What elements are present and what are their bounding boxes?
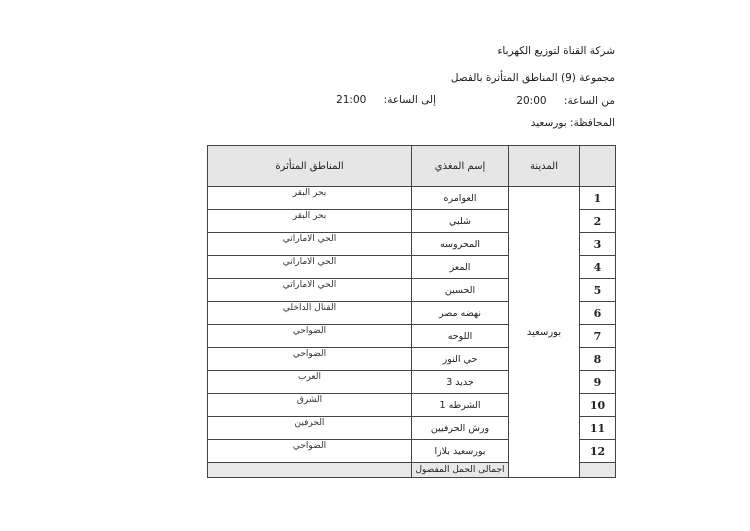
feeder-name: شلبي [412,210,509,233]
affected-area-cell [208,233,412,256]
feeder-name: الشرطه 1 [412,394,509,417]
row-number: 11 [580,417,616,440]
table-row [208,187,616,210]
total-num-cell [580,463,616,478]
feeder-name: بورسعيد بلازا [412,440,509,463]
affected-area-cell [208,210,412,233]
affected-areas-table [207,145,616,478]
governorate-value: بورسعيد [530,117,567,129]
affected-area-cell [208,325,412,348]
affected-area-cell [208,279,412,302]
affected-area: الحي الاماراتي [282,234,337,244]
row-number: 5 [580,279,616,302]
table-body [208,187,616,478]
affected-area-cell [208,394,412,417]
affected-area: الضواحي [292,441,327,451]
total-load-label: اجمالى الحمل المفصول [412,463,509,478]
header-num [580,146,616,187]
row-number: 9 [580,371,616,394]
affected-area-cell [208,348,412,371]
to-label: إلى الساعة: [383,94,436,106]
feeder-name: جديد 3 [412,371,509,394]
row-number: 10 [580,394,616,417]
row-number: 3 [580,233,616,256]
affected-area-cell [208,256,412,279]
governorate-label: المحافظة: [570,117,615,129]
feeder-name: المحروسه [412,233,509,256]
feeder-name: العوامره [412,187,509,210]
to-time-line [336,94,436,106]
from-time-line [516,95,615,107]
to-time: 21:00 [336,94,367,106]
header-city: المدينة [509,146,580,187]
feeder-name: نهضه مصر [412,302,509,325]
header-feeder: إسم المغذي [412,146,509,187]
affected-area-cell [208,417,412,440]
affected-area: الشرق [296,395,323,405]
row-number: 1 [580,187,616,210]
from-time: 20:00 [516,95,547,107]
feeder-name: المعز [412,256,509,279]
group-title: مجموعة (9) المناطق المتأثرة بالفصل [450,72,615,84]
from-label: من الساعة: [563,95,615,107]
feeder-name: حي النور [412,348,509,371]
affected-area: بحر البقر [292,211,327,221]
feeder-name: ورش الحرفيين [412,417,509,440]
feeder-name: اللوحه [412,325,509,348]
city-cell: بورسعيد [509,187,580,478]
affected-area: الحي الاماراتي [282,257,337,267]
affected-area: الحي الاماراتي [282,280,337,290]
affected-area-cell [208,302,412,325]
affected-area: القنال الداخلي [282,303,337,313]
row-number: 6 [580,302,616,325]
row-number: 4 [580,256,616,279]
row-number: 7 [580,325,616,348]
affected-area: الحرفين [294,418,325,428]
row-number: 12 [580,440,616,463]
affected-area: الضواحي [292,349,327,359]
total-value-cell [208,463,412,478]
table-header-row [208,146,616,187]
affected-area: الضواحي [292,326,327,336]
affected-area-cell [208,187,412,210]
governorate-line [531,117,615,129]
feeder-name: الحسين [412,279,509,302]
row-number: 2 [580,210,616,233]
affected-area: بحر البقر [292,188,327,198]
row-number: 8 [580,348,616,371]
affected-area: العرب [297,372,322,382]
header-areas: المناطق المتأثرة [208,146,412,187]
company-name: شركة القناة لتوزيع الكهرباء [497,45,615,57]
affected-area-cell [208,440,412,463]
affected-area-cell [208,371,412,394]
